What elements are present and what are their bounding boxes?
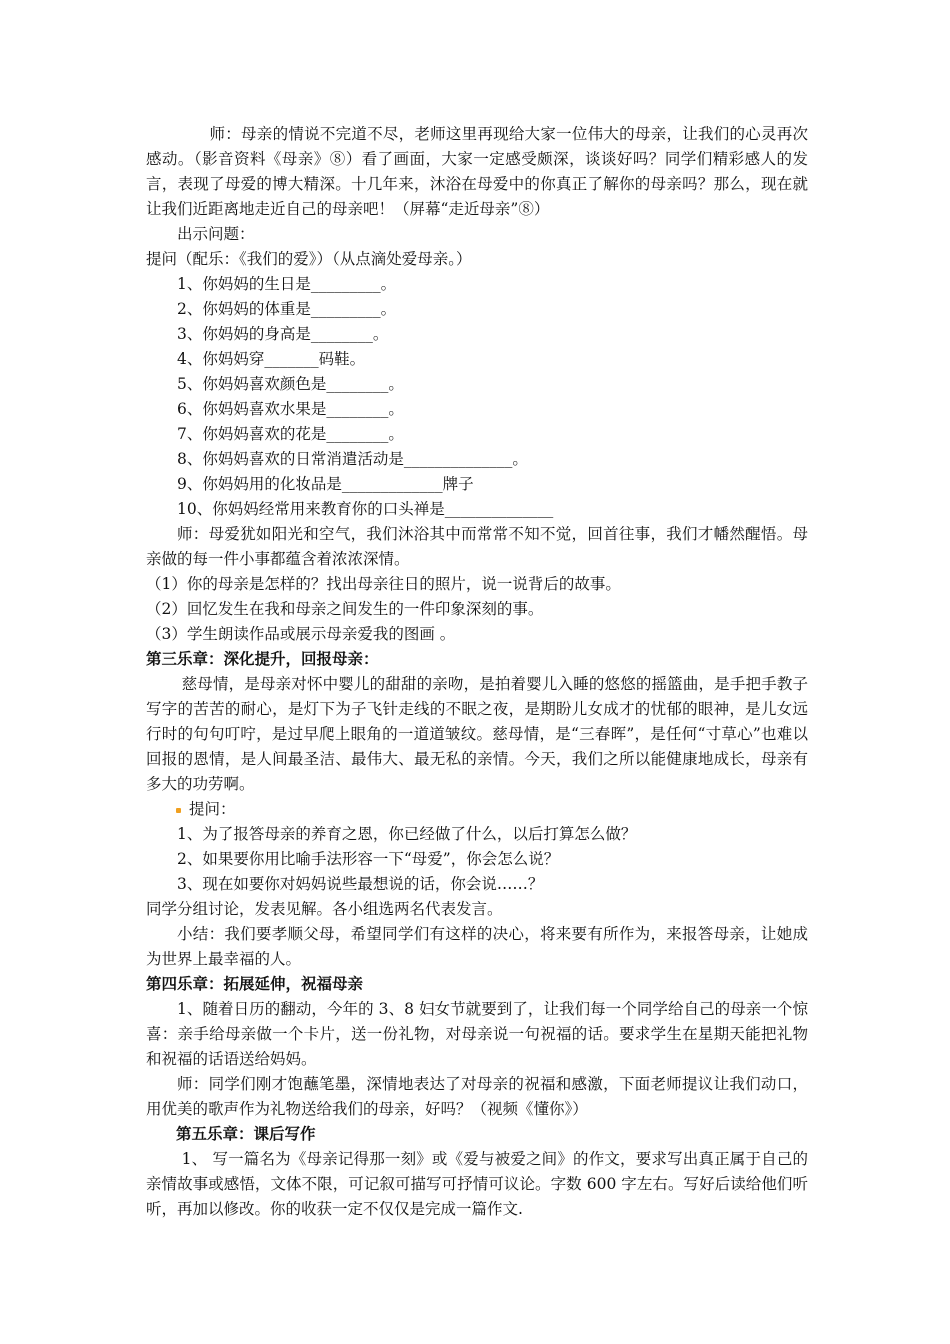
list-item: 6、你妈妈喜欢水果是________。: [177, 400, 404, 418]
list-item: 3、现在如要你对妈妈说些最想说的话，你会说……？: [177, 875, 544, 893]
section4-item1: 1、随着日历的翻动，今年的 3、8 妇女节就要到了，让我们每一个同学给自己的母亲一个惊喜：亲手给母亲做一个卡片，送一份礼物，对母亲说一句祝福的话。要求学生在星期天能把礼物和祝福的话语送给妈妈。: [146, 1000, 808, 1068]
section5-heading: 第五乐章：课后写作: [176, 1125, 316, 1143]
list-item: 1、为了报答母亲的养育之恩，你已经做了什么，以后打算怎么做？: [177, 825, 637, 843]
section4-heading: 第四乐章：拓展延伸，祝福母亲: [146, 975, 364, 993]
section3-prompt-row: [146, 797, 808, 822]
list-item: 10、你妈妈经常用来教育你的口头禅是______________: [177, 500, 554, 518]
activity-item: （3）学生朗读作品或展示母亲爱我的图画 。: [146, 625, 456, 643]
section5-item1: 1、 写一篇名为《母亲记得那一刻》或《爱与被爱之间》的作文，要求写出真正属于自己的亲情故事或感悟，文体不限，可记叙可描写可抒情可议论。字数 600 字左右。写好后读给他们听听，再加以修改。你的收获一定不仅仅是完成一篇作文.: [146, 1150, 808, 1218]
list-item: 2、如果要你用比喻手法形容一下“母爱”，你会怎么说？: [177, 850, 560, 868]
list-item: 1、你妈妈的生日是_________。: [177, 275, 397, 293]
show-questions-label: 出示问题：: [177, 225, 255, 243]
section3-prompt: 提问：: [189, 800, 236, 818]
list-item: 3、你妈妈的身高是________。: [177, 325, 389, 343]
list-item: 5、你妈妈喜欢颜色是________。: [177, 375, 404, 393]
activity-item: （1）你的母亲是怎样的？找出母亲往日的照片，说一说背后的故事。: [146, 575, 621, 593]
list-item: 4、你妈妈穿_______码鞋。: [177, 350, 366, 368]
teacher-reflect-paragraph: 师：母爱犹如阳光和空气，我们沐浴其中而常常不知不觉，回首往事，我们才幡然醒悟。母亲做的每一件小事都蕴含着浓浓深情。: [146, 525, 808, 568]
section3-heading: 第三乐章：深化提升，回报母亲：: [146, 650, 379, 668]
bullet-marker-icon: [176, 808, 181, 813]
list-item: 7、你妈妈喜欢的花是________。: [177, 425, 404, 443]
mother-questions-list: [146, 272, 808, 522]
activity-item: （2）回忆发生在我和母亲之间发生的一件印象深刻的事。: [146, 600, 544, 618]
summary-paragraph: 小结：我们要孝顺父母，希望同学们有这样的决心，将来要有所作为，来报答母亲，让她成为世界上最幸福的人。: [146, 925, 808, 968]
section3-paragraph: 慈母情，是母亲对怀中婴儿的甜甜的亲吻，是拍着婴儿入睡的悠悠的摇篮曲，是手把手教子写字的苦苦的耐心，是灯下为子飞针走线的不眠之夜，是期盼儿女成才的忧郁的眼神，是儿女远行时的句句叮咛，是过早爬上眼角的一道道皱纹。慈母情，是“三春晖”，是任何“寸草心”也难以回报的恩情，是人间最圣洁、最伟大、最无私的亲情。今天，我们之所以能健康地成长，母亲有多大的功劳啊。: [146, 675, 808, 793]
list-item: 9、你妈妈用的化妆品是_____________牌子: [177, 475, 474, 493]
section4-teacher-paragraph: 师：同学们刚才饱蘸笔墨，深情地表达了对母亲的祝福和感激，下面老师提议让我们动口，用优美的歌声作为礼物送给我们的母亲，好吗？（视频《懂你》）: [146, 1075, 808, 1118]
teacher-intro-paragraph: 师：母亲的情说不完道不尽，老师这里再现给大家一位伟大的母亲，让我们的心灵再次感动。（影音资料《母亲》⑧）看了画面，大家一定感受颇深，谈谈好吗？同学们精彩感人的发言，表现了母爱的博大精深。十几年来，沐浴在母爱中的你真正了解你的母亲吗？那么，现在就让我们近距离地走近自己的母亲吧！（屏幕“走近母亲”⑧）: [146, 125, 808, 218]
question-prompt: 提问（配乐：《我们的爱》）（从点滴处爱母亲。）: [146, 250, 472, 268]
discussion-note: 同学分组讨论，发表见解。各小组选两名代表发言。: [146, 900, 503, 918]
list-item: 2、你妈妈的体重是_________。: [177, 300, 397, 318]
document-page: [146, 122, 808, 1222]
list-item: 8、你妈妈喜欢的日常消遣活动是______________。: [177, 450, 528, 468]
